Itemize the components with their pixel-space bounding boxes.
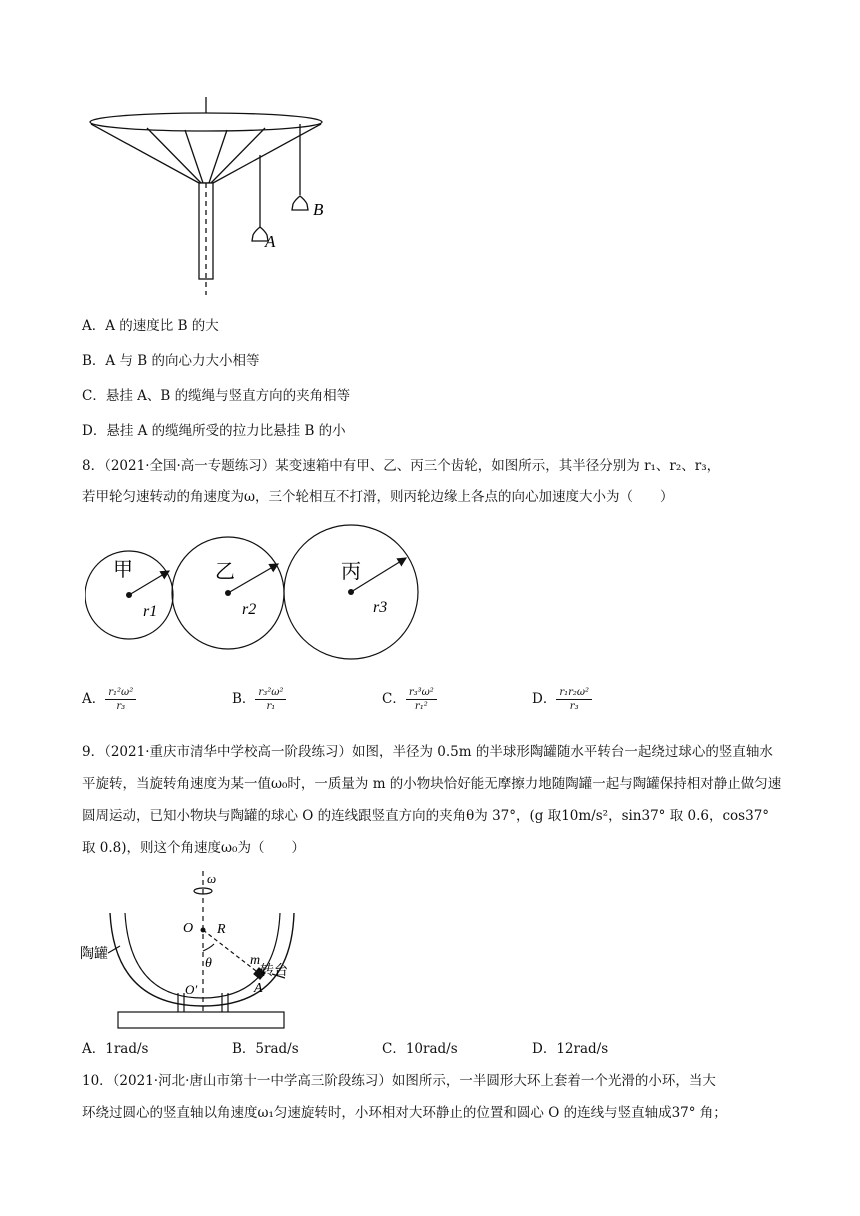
table-label: 转台 (260, 964, 288, 979)
q8-option-b: B． $\frac{\text{r₃²ω²}}{\text{r₁}}$ (232, 686, 286, 713)
q9-option-a: A．1rad/s (82, 1041, 149, 1057)
o-label: O (183, 921, 194, 936)
gears-figure (85, 520, 425, 670)
label-b: B (313, 200, 324, 219)
r2-label: r2 (242, 601, 257, 618)
m-label: m (250, 953, 261, 968)
r3-label: r3 (373, 599, 388, 616)
gear-jia-label: 甲 (113, 559, 133, 581)
o-prime-label: O′ (185, 982, 198, 997)
turntable-figure (85, 95, 345, 300)
q9-option-d: D．12rad/s (532, 1041, 609, 1057)
q10-line2: 环绕过圆心的竖直轴以角速度ω₁匀速旋转时，小环相对大环静止的位置和圆心 O 的连线与竖直轴成37° 角； (82, 1105, 727, 1121)
q8-option-a: A． $\frac{\text{r₁²ω²}}{\text{r₃}}$ (82, 686, 136, 713)
a-label: A (254, 981, 263, 996)
omega-label: ω (207, 871, 217, 886)
q10-line1: 10．（2021·河北·唐山市第十一中学高三阶段练习）如图所示，一半圆形大环上套着一个光滑的小环，当大 (82, 1073, 716, 1089)
q8-stem-line2: 若甲轮匀速转动的角速度为ω，三个轮相互不打滑，则丙轮边缘上各点的向心加速度大小为（ ） (82, 489, 674, 505)
q9-option-c: C．10rad/s (382, 1041, 458, 1057)
r-label: R (217, 922, 226, 937)
q8-stem-line1: 8．（2021·全国·高一专题练习）某变速箱中有甲、乙、丙三个齿轮，如图所示，其半径分别为 r₁、r₂、r₃， (82, 458, 721, 474)
gear-yi-label: 乙 (215, 561, 235, 583)
pot-figure (80, 866, 300, 1031)
q9-option-b: B．5rad/s (232, 1041, 299, 1057)
q7-option-d: D．悬挂 A 的缆绳所受的拉力比悬挂 B 的小 (82, 423, 346, 439)
q8-option-d: D． $\frac{\text{r₁r₂ω²}}{\text{r₃}}$ (532, 686, 592, 713)
q7-option-c: C．悬挂 A、B 的缆绳与竖直方向的夹角相等 (82, 388, 351, 404)
q7-option-a: A．A 的速度比 B 的大 (82, 318, 219, 334)
gear-bing-label: 丙 (341, 561, 361, 583)
r1-label: r1 (143, 603, 158, 620)
theta-label: θ (205, 956, 212, 971)
q8-option-c: C． $\frac{\text{r₃³ω²}}{\text{r₁²}}$ (382, 686, 437, 713)
q7-option-b: B．A 与 B 的向心力大小相等 (82, 353, 260, 369)
label-a: A (265, 232, 276, 251)
pot-label: 陶罐 (80, 947, 108, 962)
q9-stem: 9．（2021·重庆市清华中学校高一阶段练习）如图，半径为 0.5m 的半球形陶罐随水平转台一起绕过球心的竖直轴水平旋转，当旋转角速度为某一值ω₀时，一质量为 m 的小物块恰好能无摩擦力地随陶罐一起与陶罐保持相对静止做匀速圆周运动，已知小物块与陶罐的球心 O 的连线跟竖直方向的夹角θ为 37°，(g 取10m/s²，sin37° 取 0.6，cos37° 取 0.8)，则这个角速度ω₀为（ ） (82, 744, 782, 856)
